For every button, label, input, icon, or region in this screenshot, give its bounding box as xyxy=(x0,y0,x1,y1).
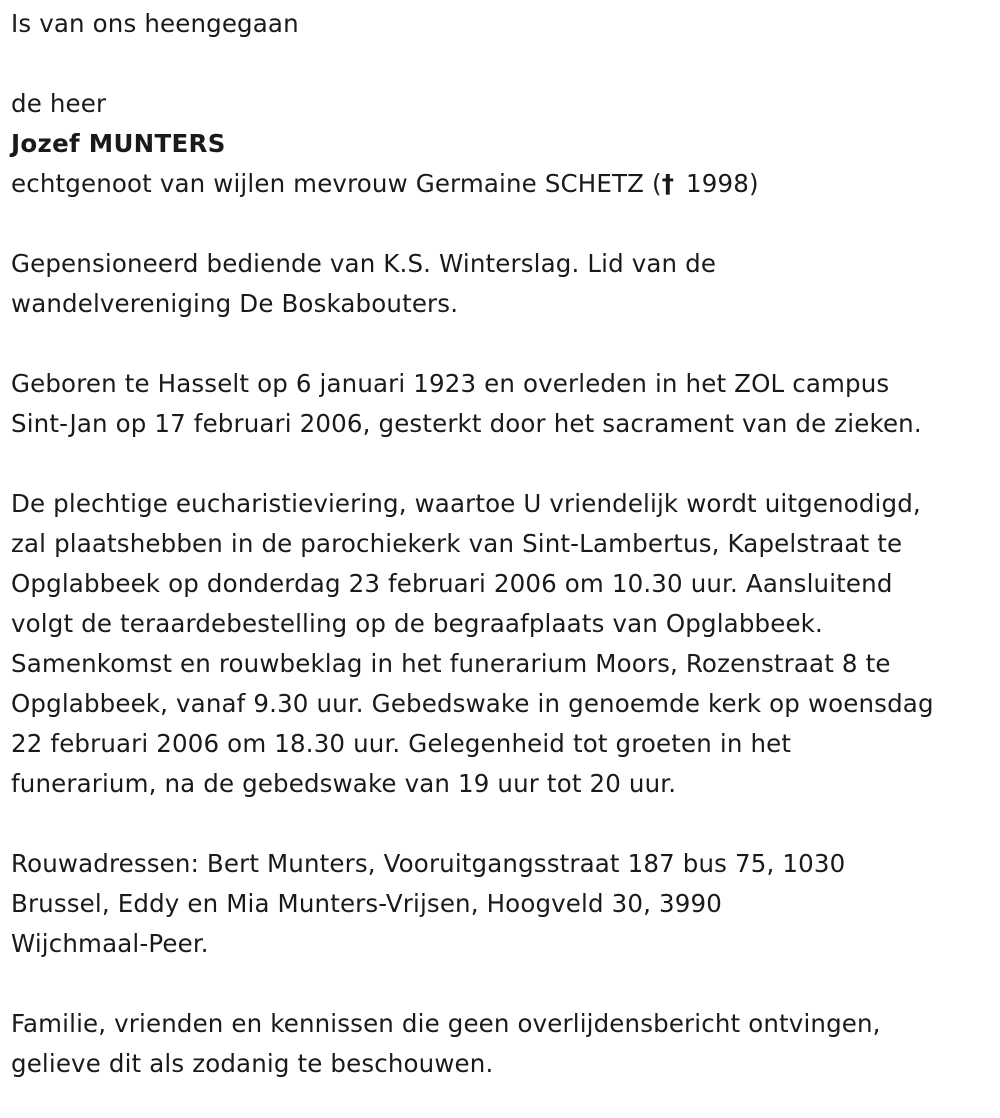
spouse-prefix: echtgenoot van wijlen mevrouw Germaine SCHETZ ( xyxy=(11,169,662,198)
paragraph-line: Geboren te Hasselt op 6 januari 1923 en overleden in het ZOL campus xyxy=(11,369,890,398)
paragraph-line: Opglabbeek op donderdag 23 februari 2006 om 10.30 uur. Aansluitend xyxy=(11,569,893,598)
paragraph-line: Rouwadressen: Bert Munters, Vooruitgangsstraat 187 bus 75, 1030 xyxy=(11,849,846,878)
salutation-text: de heer xyxy=(11,89,107,118)
ceremony-paragraph xyxy=(11,484,996,804)
spacer xyxy=(11,44,996,84)
closing-paragraph xyxy=(11,1004,996,1084)
deceased-name: Jozef MUNTERS xyxy=(11,129,226,158)
paragraph-line: funerarium, na de gebedswake van 19 uur tot 20 uur. xyxy=(11,769,677,798)
spacer xyxy=(11,964,996,1004)
spacer xyxy=(11,204,996,244)
spacer xyxy=(11,804,996,844)
paragraph-line: Brussel, Eddy en Mia Munters-Vrijsen, Hoogveld 30, 3990 xyxy=(11,889,722,918)
obituary-notice xyxy=(11,4,996,1084)
spacer xyxy=(11,324,996,364)
paragraph-line: Opglabbeek, vanaf 9.30 uur. Gebedswake in genoemde kerk op woensdag xyxy=(11,689,934,718)
spouse-suffix: 1998) xyxy=(678,169,759,198)
paragraph-line: Sint-Jan op 17 februari 2006, gesterkt door het sacrament van de zieken. xyxy=(11,409,922,438)
spacer xyxy=(11,444,996,484)
paragraph-line: De plechtige eucharistieviering, waartoe U vriendelijk wordt uitgenodigd, xyxy=(11,489,921,518)
intro-text: Is van ons heengegaan xyxy=(11,9,299,38)
paragraph-line: wandelvereniging De Boskabouters. xyxy=(11,289,459,318)
addresses-paragraph xyxy=(11,844,996,964)
paragraph-line: Gepensioneerd bediende van K.S. Winterslag. Lid van de xyxy=(11,249,717,278)
paragraph-line: 22 februari 2006 om 18.30 uur. Gelegenheid tot groeten in het xyxy=(11,729,792,758)
paragraph-line: Samenkomst en rouwbeklag in het funerarium Moors, Rozenstraat 8 te xyxy=(11,649,891,678)
paragraph-line: gelieve dit als zodanig te beschouwen. xyxy=(11,1049,494,1078)
paragraph-line: Familie, vrienden en kennissen die geen overlijdensbericht ontvingen, xyxy=(11,1009,881,1038)
birth-death-paragraph xyxy=(11,364,996,444)
cross-icon: † xyxy=(661,169,675,198)
paragraph-line: zal plaatshebben in de parochiekerk van Sint-Lambertus, Kapelstraat te xyxy=(11,529,903,558)
paragraph-line: Wijchmaal-Peer. xyxy=(11,929,209,958)
spouse-line xyxy=(11,164,996,204)
paragraph-line: volgt de teraardebestelling op de begraafplaats van Opglabbeek. xyxy=(11,609,823,638)
occupation-paragraph xyxy=(11,244,996,324)
